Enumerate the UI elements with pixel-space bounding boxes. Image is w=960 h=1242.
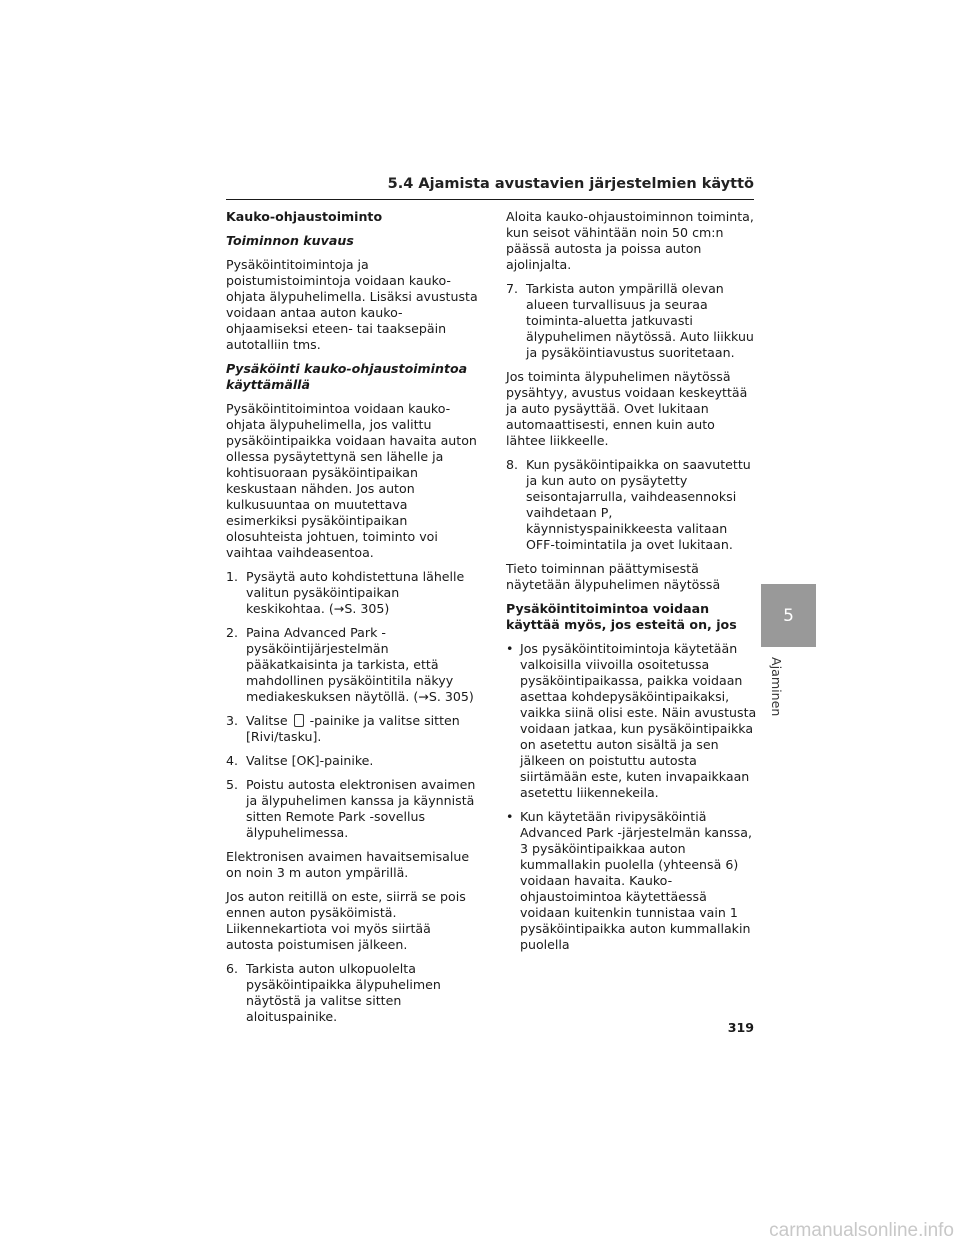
step-number: 3.: [226, 713, 239, 728]
heading-obstacles: Pysäköintitoimintoa voidaan käyttää myös, jos esteitä on, jos: [506, 601, 737, 632]
parking-phone-icon: [294, 714, 304, 727]
step-8-note: Tieto toiminnan päättymisestä näytetään älypuhelimen näytössä: [506, 561, 721, 592]
right-column: [506, 209, 758, 961]
paragraph-description: Pysäköintitoimintoja ja poistumistoimintoja voidaan kauko-ohjata älypuhelimella. Lisäksi avustusta voidaan antaa auton kauko-ohjaamiseksi eteen- tai taaksepäin autotalliin tms.: [226, 257, 478, 352]
step-5-note-range: Elektronisen avaimen havaitsemisalue on noin 3 m auton ympärillä.: [226, 849, 470, 880]
header-rule: [226, 199, 754, 200]
bullet-mark: •: [506, 641, 514, 656]
step-number: 1.: [226, 569, 239, 584]
step-number: 2.: [226, 625, 239, 640]
step-1: [226, 569, 482, 617]
bullet-text: Kun käytetään rivipysäköintiä Advanced Park -järjestelmän kanssa, 3 pysäköintipaikkaa auton kummallakin puolella (yhteensä 6) voidaan havaita. Kauko-ohjaustoimintoa käytettäessä voidaan kuitenkin tunnistaa vain 1 pysäköintipaikka auton kummallakin puolella: [520, 809, 752, 952]
step-number: 6.: [226, 961, 239, 976]
step-text: Pysäytä auto kohdistettuna lähelle valitun pysäköintipaikan keskikohtaa. (→S. 305): [246, 569, 465, 616]
step-text: Poistu autosta elektronisen avaimen ja älypuhelimen kanssa ja käynnistä sitten Remote Park -sovellus älypuhelimessa.: [246, 777, 476, 840]
bullet-mark: •: [506, 809, 514, 824]
chapter-tab-label: Ajaminen: [769, 657, 784, 717]
step-8: [506, 457, 758, 553]
step-4: [226, 753, 482, 769]
bullet-item: [506, 809, 758, 953]
bullet-item: [506, 641, 758, 801]
step-7: [506, 281, 758, 361]
page-number: 319: [727, 1020, 754, 1035]
section-header: 5.4 Ajamista avustavien järjestelmien käyttö: [387, 176, 754, 192]
step-5-note-obstacle: Jos auton reitillä on este, siirrä se pois ennen auton pysäköimistä. Liikennekartiota voi myös siirtää autosta poistumisen jälkeen.: [226, 889, 466, 952]
step-number: 8.: [506, 457, 519, 472]
step-7-note: Jos toiminta älypuhelimen näytössä pysähtyy, avustus voidaan keskeyttää ja auto pysäyttää. Ovet lukitaan automaattisesti, ennen kuin auto lähtee liikkeelle.: [506, 369, 748, 448]
subheading-parking-remote: Pysäköinti kauko-ohjaustoimintoa käyttämällä: [226, 361, 468, 392]
step-text: Paina Advanced Park -pysäköintijärjestelmän pääkatkaisinta ja tarkista, että mahdollinen pysäköintitila näkyy mediakeskuksen näytöllä. (→S. 305): [246, 625, 474, 704]
step-number: 5.: [226, 777, 239, 792]
heading-remote-control: Kauko-ohjaustoiminto: [226, 209, 383, 224]
watermark: carmanualsonline.info: [769, 1220, 954, 1241]
chapter-tab: 5: [761, 584, 816, 647]
paragraph-parking-remote: Pysäköintitoimintoa voidaan kauko-ohjata älypuhelimella, jos valittu pysäköintipaikka voidaan havaita auton ollessa pysäytettynä sen lähelle ja kohtisuoraan pysäköintipaikan keskustaan nähden. Jos auton kulkusuuntaa on muutettava esimerkiksi pysäköintipaikan olosuhteista johtuen, toiminto voi vaihtaa vaihdeasentoa.: [226, 401, 477, 560]
bullet-text: Jos pysäköintitoimintoja käytetään valkoisilla viivoilla osoitetussa pysäköintipaikassa, paikka voidaan asettaa kohdepysäköintipaikaksi, vaikka siinä olisi este. Näin avustusta voidaan jatkaa, kun pysäköintipaikka on asetettu auton sisältä ja sen jälkeen on poistuttu autosta siirtämään este, kuten invapaikkaan asetettu liikennekeila.: [520, 641, 757, 800]
step-text: Tarkista auton ympärillä olevan alueen turvallisuus ja seuraa toiminta-aluetta jatkuvasti älypuhelimen näytössä. Auto liikkuu ja pysäköintiavustus suoritetaan.: [526, 281, 754, 360]
step-number: 7.: [506, 281, 519, 296]
step-text: Tarkista auton ulkopuolelta pysäköintipaikka älypuhelimen näytöstä ja valitse sitten aloituspainike.: [246, 961, 441, 1024]
step-5: [226, 777, 482, 841]
subheading-description: Toiminnon kuvaus: [226, 233, 354, 248]
step-6-note: Aloita kauko-ohjaustoiminnon toiminta, kun seisot vähintään noin 50 cm:n päässä autosta ja poissa auton ajolinjalta.: [506, 209, 754, 272]
step-number: 4.: [226, 753, 239, 768]
step-text: Kun pysäköintipaikka on saavutettu ja kun auto on pysäytetty seisontajarrulla, vaihdeasennoksi vaihdetaan P, käynnistyspainikkeesta valitaan OFF-toimintatila ja ovet lukitaan.: [526, 457, 751, 552]
step-text: Valitse: [246, 713, 288, 728]
step-3: [226, 713, 482, 745]
step-text: -painike ja valitse sitten [Rivi/tasku].: [246, 713, 460, 744]
step-2: [226, 625, 482, 705]
step-6: [226, 961, 482, 1025]
left-column: [226, 209, 482, 1033]
step-text: Valitse [OK]-painike.: [246, 753, 374, 768]
